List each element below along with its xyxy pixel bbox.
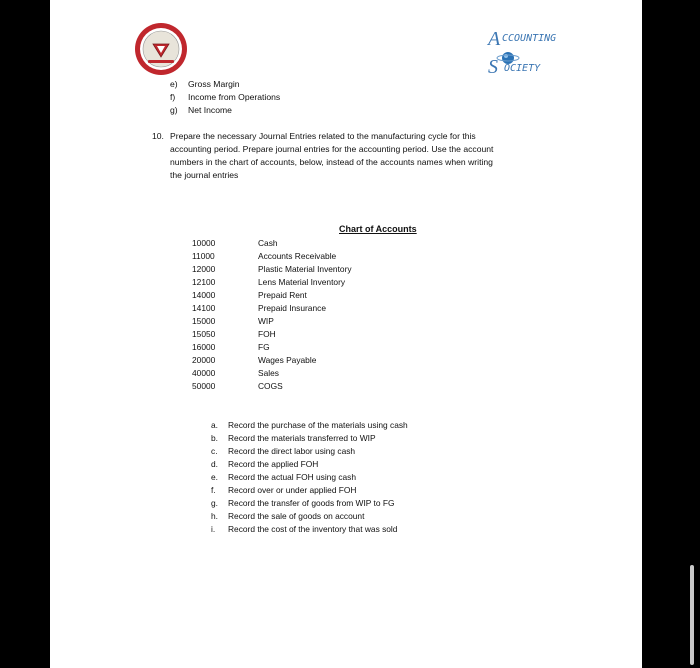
account-name: Wages Payable [258, 355, 317, 365]
account-name: COGS [258, 381, 283, 391]
logo-letter-s: S [488, 56, 498, 78]
task-letter: f. [211, 485, 216, 495]
question-line: accounting period. Prepare journal entries for the accounting period. Use the account [170, 144, 494, 154]
task-text: Record the sale of goods on account [228, 511, 365, 521]
task-text: Record the purchase of the materials using cash [228, 420, 408, 430]
task-letter: g. [211, 498, 218, 508]
vertical-scrollbar[interactable] [690, 565, 694, 665]
task-text: Record the materials transferred to WIP [228, 433, 376, 443]
account-name: WIP [258, 316, 274, 326]
account-number: 40000 [192, 368, 216, 378]
logo-text-society: OCIETY [504, 63, 541, 74]
task-letter: d. [211, 459, 218, 469]
account-number: 50000 [192, 381, 216, 391]
account-number: 14000 [192, 290, 216, 300]
account-name: Lens Material Inventory [258, 277, 346, 287]
account-number: 11000 [192, 251, 215, 261]
account-number: 20000 [192, 355, 216, 365]
logo-letter-a: A [488, 28, 501, 50]
account-number: 10000 [192, 238, 216, 248]
task-letter: i. [211, 524, 216, 534]
task-letter: c. [211, 446, 218, 456]
account-number: 15000 [192, 316, 216, 326]
task-letter: a. [211, 420, 218, 430]
prev-item-letter: e) [170, 79, 178, 89]
task-text: Record over or under applied FOH [228, 485, 357, 495]
prev-item-text: Net Income [188, 105, 232, 115]
account-name: Prepaid Insurance [258, 303, 326, 313]
account-number: 16000 [192, 342, 216, 352]
account-name: Prepaid Rent [258, 290, 307, 300]
question-line: numbers in the chart of accounts, below, instead of the accounts names when writing [170, 157, 493, 167]
question-line: the journal entries [170, 170, 239, 180]
task-text: Record the transfer of goods from WIP to FG [228, 498, 395, 508]
task-text: Record the direct labor using cash [228, 446, 356, 456]
account-name: Accounts Receivable [258, 251, 337, 261]
account-name: Sales [258, 368, 279, 378]
task-text: Record the cost of the inventory that was sold [228, 524, 398, 534]
question-number: 10. [152, 131, 164, 141]
prev-item-text: Income from Operations [188, 92, 281, 102]
account-name: Plastic Material Inventory [258, 264, 352, 274]
task-letter: b. [211, 433, 218, 443]
task-letter: e. [211, 472, 218, 482]
university-seal-logo [134, 22, 188, 76]
prev-item-letter: f) [170, 92, 176, 102]
document-page [50, 0, 642, 668]
account-name: Cash [258, 238, 278, 248]
account-number: 12000 [192, 264, 216, 274]
task-text: Record the applied FOH [228, 459, 319, 469]
account-number: 14100 [192, 303, 216, 313]
question-line: Prepare the necessary Journal Entries related to the manufacturing cycle for this [170, 131, 476, 141]
account-name: FOH [258, 329, 276, 339]
prev-item-text: Gross Margin [188, 79, 240, 89]
question-paragraph [152, 130, 555, 182]
prev-item-letter: g) [170, 105, 178, 115]
account-name: FG [258, 342, 270, 352]
task-text: Record the actual FOH using cash [228, 472, 357, 482]
accounting-society-logo [484, 30, 564, 86]
account-number: 12100 [192, 277, 216, 287]
task-letter: h. [211, 511, 218, 521]
logo-text-accounting: CCOUNTING [502, 33, 557, 44]
chart-of-accounts-title: Chart of Accounts [339, 224, 417, 234]
account-number: 15050 [192, 329, 216, 339]
